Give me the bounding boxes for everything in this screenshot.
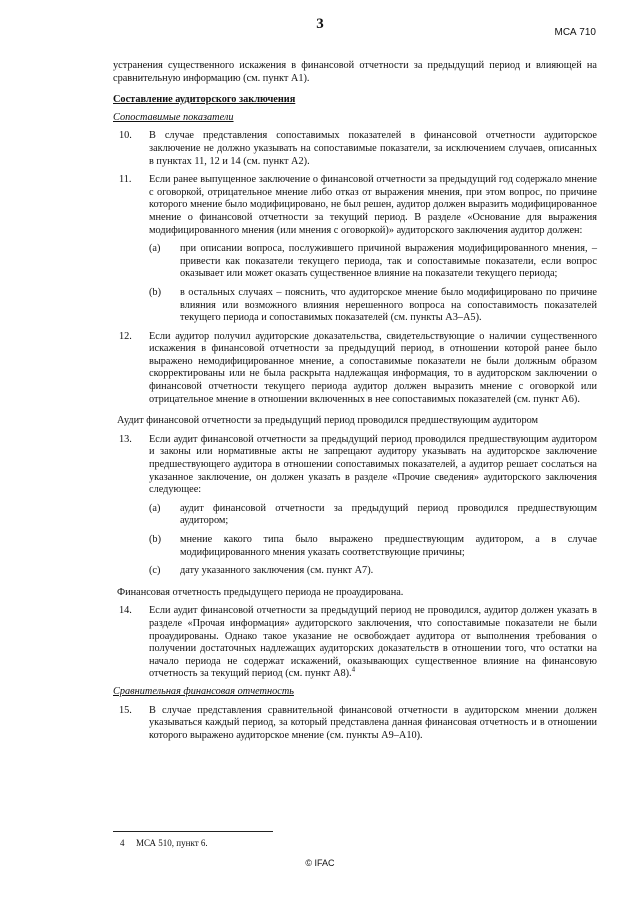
footnote-text: МСА 510, пункт 6. bbox=[136, 838, 208, 848]
paragraph-body bbox=[149, 174, 597, 325]
subitem-text: в остальных случаях – пояснить, что аудиторское мнение было модифицировано по причине влияния или возможного влияния нерешенного вопроса на сопоставимость показателей текущего периода и сопоставимых показателей (см. пункты А3–А5). bbox=[180, 286, 597, 324]
intro-paragraph: устранения существенного искажения в финансовой отчетности за предыдущий период и влияющей на сравнительную информацию (см. пункт А1). bbox=[113, 60, 597, 84]
subsection-heading-financial: Сравнительная финансовая отчетность bbox=[113, 685, 294, 697]
paragraph-14 bbox=[113, 605, 597, 681]
subitem-label: (b) bbox=[149, 534, 162, 545]
paragraph-10 bbox=[113, 130, 597, 168]
subitem-text: аудит финансовой отчетности за предыдущий период проводился предшествующим аудитором; bbox=[180, 502, 597, 527]
footnote-reference: 4 bbox=[351, 665, 356, 674]
footnote-marker: 4 bbox=[120, 838, 125, 848]
subitem-label: (a) bbox=[149, 502, 161, 514]
footer-copyright: © IFAC bbox=[305, 858, 335, 868]
section-heading: Составление аудиторского заключения bbox=[113, 94, 296, 106]
paragraph-text: Если ранее выпущенное заключение о финансовой отчетности за предыдущий год содержало мнение с оговоркой, отрицательное мнение либо отказ от выражения мнения, при этом вопрос, по причине которого мнение было модифицировано, не был решен, аудитор должен выразить модифицированное мнение о финансовой отчетности за текущий период. В разделе «Основание для выражения модифицированного мнения (или мнения с оговоркой)» аудиторского заключения аудитор должен: bbox=[149, 174, 597, 236]
paragraph-body bbox=[149, 605, 597, 681]
subheading-predecessor: Аудит финансовой отчетности за предыдущий период проводился предшествующим аудитором bbox=[117, 415, 539, 427]
paragraph-text: Если аудитор получил аудиторские доказательства, свидетельствующие о наличии существенного искажения в финансовой отчетности за предыдущий период, в отношении которой ранее было выражено немодифицированное мнение, а сопоставимые показатели не были должным образом скорректированы или не была раскрыта надлежащая информация, то в аудиторском заключении о финансовой отчетности текущего периода аудитор должен выразить мнение с оговоркой или отрицательное мнение в отношении включенных в нее сопоставимых показателей (см. пункт А6). bbox=[149, 330, 597, 405]
paragraph-number: 11. bbox=[119, 174, 132, 186]
paragraph-13 bbox=[113, 434, 597, 578]
paragraph-12 bbox=[113, 331, 597, 407]
subitem-text: мнение какого типа было выражено предшествующим аудитором, а в случае модифицированного мнения указать соответствующие причины; bbox=[180, 534, 597, 558]
paragraph-text: Если аудит финансовой отчетности за предыдущий период проводился предшествующим аудитором и законы или нормативные акты не запрещают аудитору указывать на аудиторское заключение предшествующего аудитора в отношении сопоставимых показателей, а аудитор решает сослаться на указанное заключение, он должен указать в разделе «Прочие сведения» аудиторского заключения следующее: bbox=[149, 433, 597, 496]
subitem-text: при описании вопроса, послужившего причиной выражения модифицированного мнения, – привести как показатели текущего периода, так и сопоставимые показатели, если вопрос оказывает или может оказать существенное влияние на показатели текущего периода; bbox=[180, 243, 597, 280]
subitem-text: дату указанного заключения (см. пункт А7). bbox=[180, 565, 374, 577]
paragraph-number: 14. bbox=[119, 605, 132, 617]
subitem-label: (b) bbox=[149, 286, 162, 298]
subheading-unaudited: Финансовая отчетность предыдущего периода не проаудирована. bbox=[117, 586, 404, 598]
paragraph-number: 10. bbox=[119, 130, 132, 142]
subitem-b bbox=[149, 287, 597, 325]
paragraph-text: Если аудит финансовой отчетности за предыдущий период не проводился, аудитор должен указать в разделе «Прочая информация» аудиторского заключения, что сопоставимые показатели не были проаудированы. Однако такое указание не освобождает аудитора от выполнения требования о получении достаточных надлежащих аудиторских доказательств в отношении того, что остатки на начало периода не содержат искажений, оказывающих существенное влияние на финансовую отчетность за текущий период (см. пункт А8). bbox=[149, 605, 597, 680]
paragraph-text: В случае представления сравнительной финансовой отчетности в аудиторском мнении должен указываться каждый период, за который представлена данная финансовая отчетность и в отношении которого выражено аудиторское мнение (см. пункты А9–А10). bbox=[149, 704, 597, 741]
page-number: 3 bbox=[316, 16, 324, 32]
subitem-label: (a) bbox=[149, 243, 161, 255]
subitem-a bbox=[149, 503, 597, 528]
subitem-c bbox=[149, 565, 597, 578]
paragraph-number: 13. bbox=[119, 433, 132, 445]
paragraph-number: 12. bbox=[119, 330, 132, 342]
footnote bbox=[120, 838, 208, 848]
paragraph-15 bbox=[113, 705, 597, 743]
body-text bbox=[113, 60, 597, 742]
footnote-divider bbox=[113, 831, 273, 832]
paragraph-11 bbox=[113, 174, 597, 325]
paragraph-number: 15. bbox=[119, 704, 132, 716]
subitem-a bbox=[149, 243, 597, 281]
subitem-b bbox=[149, 534, 597, 559]
subitem-label: (c) bbox=[149, 565, 161, 577]
paragraph-text: В случае представления сопоставимых показателей в финансовой отчетности аудиторское заключение не должно указывать на сопоставимые показатели, за исключением случаев, описанных в пунктах 11, 12 и 14 (см. пункт А2). bbox=[149, 130, 597, 167]
standard-label: МСА 710 bbox=[554, 27, 596, 38]
paragraph-body bbox=[149, 434, 597, 578]
subsection-heading-comparative: Сопоставимые показатели bbox=[113, 111, 234, 123]
